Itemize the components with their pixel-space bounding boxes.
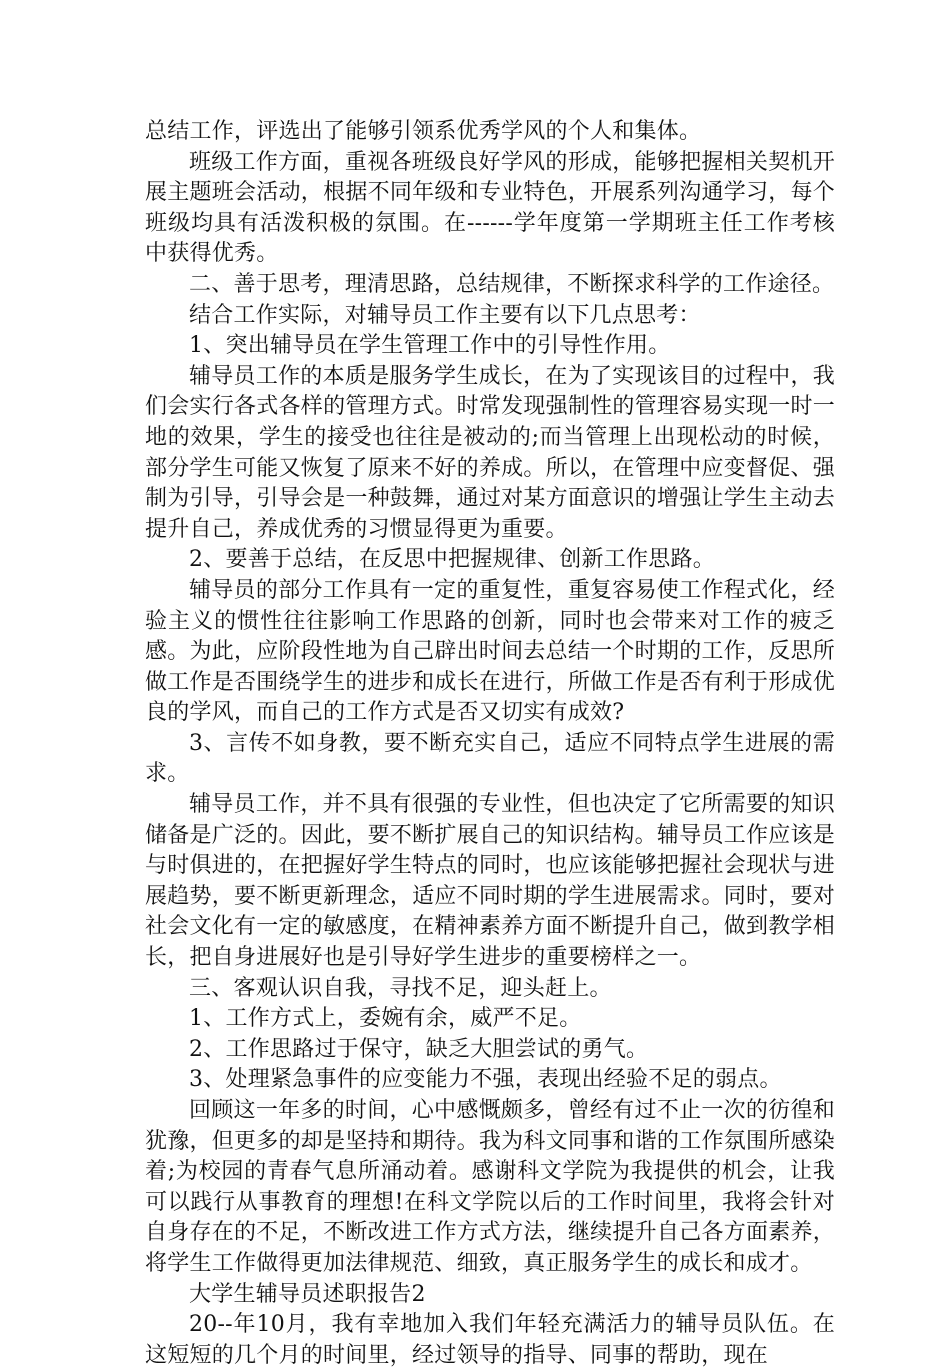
paragraph-thoughts-intro: 结合工作实际，对辅导员工作主要有以下几点思考：	[189, 302, 701, 328]
paragraph-report-2-start: 20--年10月，我有幸地加入我们年轻充满活力的辅导员队伍。在这短短的几个月的时间里，经过领导的指导、同事的帮助，现在	[145, 1312, 835, 1368]
paragraph-summary: 辅导员的部分工作具有一定的重复性，重复容易使工作程式化，经验主义的惯性往往影响工作思路的创新，同时也会带来对工作的疲乏感。为此，应阶段性地为自己辟出时间去总结一个时期的工作，反思所做工作是否围绕学生的进步和成长在进行，所做工作是否有利于形成优良的学风，而自己的工作方式是否又切实有成效?	[145, 577, 835, 726]
list-item-2: 2、要善于总结，在反思中把握规律、创新工作思路。	[189, 547, 715, 573]
paragraph-guidance: 辅导员工作的本质是服务学生成长，在为了实现该目的过程中，我们会实行各式各样的管理方式。时常发现强制性的管理容易实现一时一地的效果，学生的接受也往往是被动的;而当管理上出现松动的时候，部分学生可能又恢复了原来不好的养成。所以，在管理中应变督促、强制为引导，引导会是一种鼓舞，通过对某方面意识的增强让学生主动去提升自己，养成优秀的习惯显得更为重要。	[145, 363, 835, 542]
shortcoming-item-2: 2、工作思路过于保守，缺乏大胆尝试的勇气。	[189, 1036, 649, 1062]
paragraph-knowledge: 辅导员工作，并不具有很强的专业性，但也决定了它所需要的知识储备是广泛的。因此，要不断扩展自己的知识结构。辅导员工作应该是与时俱进的，在把握好学生特点的同时，也应该能够把握社会现状与进展趋势，要不断更新理念，适应不同时期的学生进展需求。同时，要对社会文化有一定的敏感度，在精神素养方面不断提升自己，做到教学相长，把自身进展好也是引导好学生进步的重要榜样之一。	[145, 792, 835, 971]
shortcoming-item-3: 3、处理紧急事件的应变能力不强，表现出经验不足的弱点。	[189, 1067, 782, 1093]
paragraph-class-work: 班级工作方面，重视各班级良好学风的形成，能够把握相关契机开展主题班会活动，根据不同年级和专业特色，开展系列沟通学习，每个班级均具有活泼积极的氛围。在------学年度第一学期班主任工作考核中获得优秀。	[145, 149, 835, 267]
section-heading-2: 二、善于思考，理清思路，总结规律，不断探求科学的工作途径。	[189, 271, 835, 297]
list-item-1: 1、突出辅导员在学生管理工作中的引导性作用。	[189, 333, 671, 359]
section-heading-3: 三、客观认识自我，寻找不足，迎头赶上。	[189, 975, 612, 1001]
list-item-3: 3、言传不如身教，要不断充实自己，适应不同特点学生进展的需求。	[145, 730, 835, 787]
document-body	[145, 117, 835, 1371]
paragraph-review: 回顾这一年多的时间，心中感慨颇多，曾经有过不止一次的彷徨和犹豫，但更多的却是坚持和期待。我为科文同事和谐的工作氛围所感染着;为校园的青春气息所涌动着。感谢科文学院为我提供的机会，让我可以践行从事教育的理想!在科文学院以后的工作时间里，我将会针对自身存在的不足，不断改进工作方式方法，继续提升自己各方面素养，将学生工作做得更加法律规范、细致，真正服务学生的成长和成才。	[145, 1098, 835, 1276]
report-title-2: 大学生辅导员述职报告2	[189, 1281, 426, 1307]
shortcoming-item-1: 1、工作方式上，委婉有余，威严不足。	[189, 1006, 582, 1032]
paragraph-continued: 总结工作，评选出了能够引领系优秀学风的个人和集体。	[145, 119, 702, 144]
